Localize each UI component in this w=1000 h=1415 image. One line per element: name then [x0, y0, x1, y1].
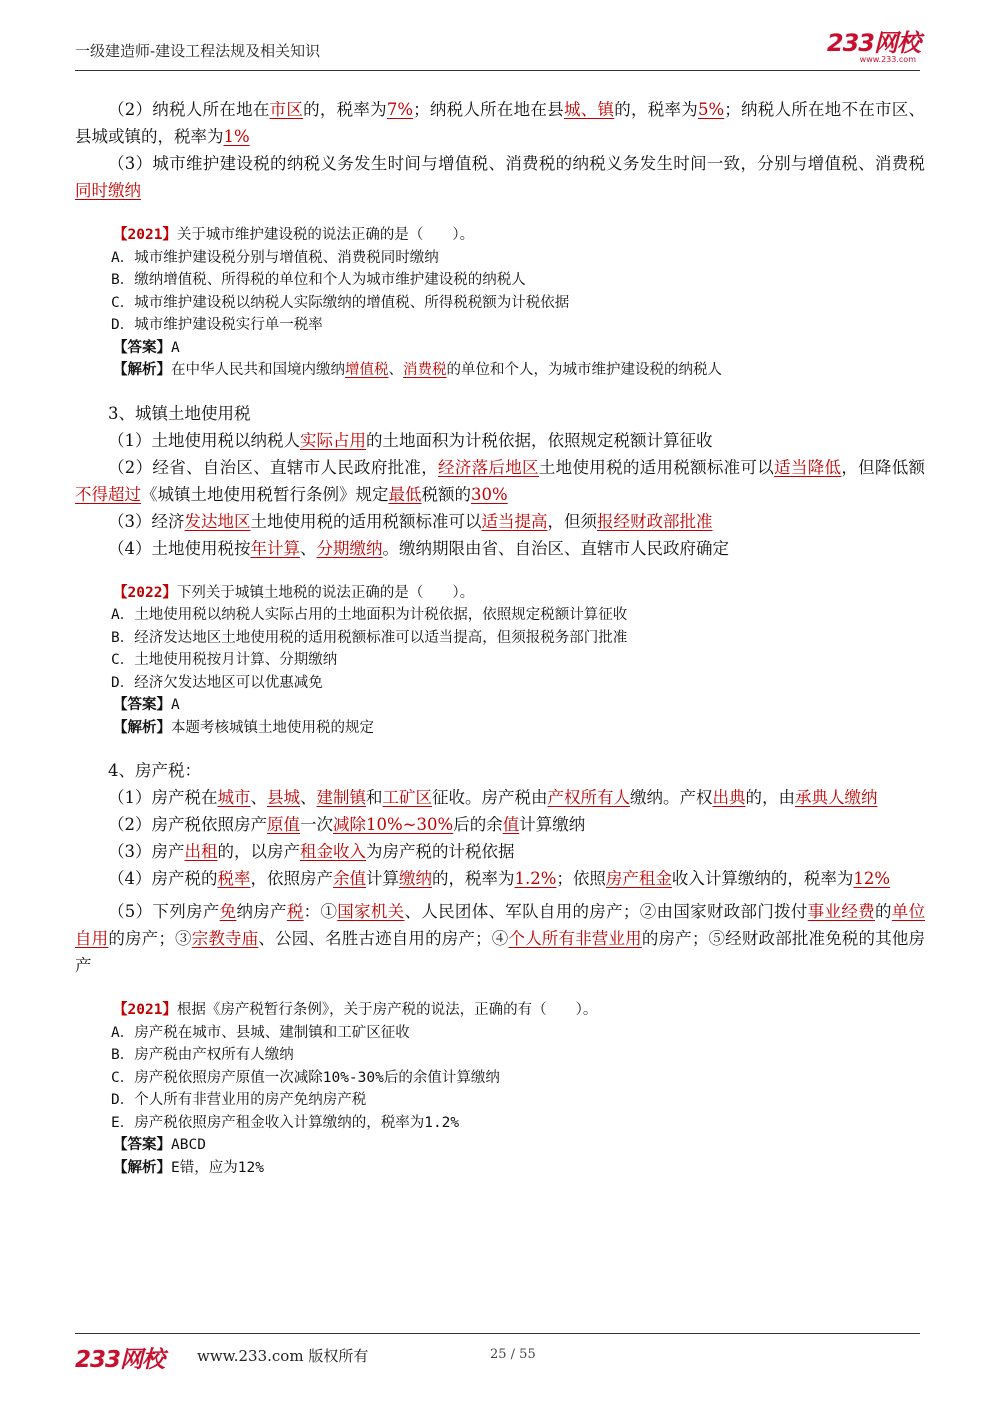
property-tax-item-2: （2）房产税依照房产原值一次减除10%~30%后的余值计算缴纳	[108, 815, 586, 834]
property-tax-item-1: （1）房产税在城市、县城、建制镇和工矿区征收。房产税由产权所有人缴纳。产权出典的，由承典人缴纳	[108, 788, 878, 807]
option-d: D．城市维护建设税实行单一税率	[111, 317, 323, 333]
option-c: C．土地使用税按月计算、分期缴纳	[111, 652, 338, 668]
question-2021-urban-tax	[113, 224, 925, 382]
property-tax-item-3: （3）房产出租的，以房产租金收入为房产税的计税依据	[108, 842, 515, 861]
brand-logo-text: 233网校	[826, 29, 920, 57]
brand-logo-url: www.233.com	[859, 55, 916, 64]
option-c: C．城市维护建设税以纳税人实际缴纳的增值税、所得税税额为计税依据	[111, 294, 570, 311]
section-land-use-tax-title: 3、城镇土地使用税	[108, 403, 251, 423]
land-tax-item-3: （3）经济发达地区土地使用税的适用税额标准可以适当提高，但须报经财政部批准	[108, 511, 713, 531]
question-stem: 【2022】下列关于城镇土地税的说法正确的是（ ）。	[113, 584, 475, 601]
document-title: 一级建造师-建设工程法规及相关知识	[75, 42, 321, 60]
option-a: A．土地使用税以纳税人实际占用的土地面积为计税依据，依照规定税额计算征收	[111, 607, 628, 623]
answer: 【答案】ABCD	[113, 1137, 206, 1153]
question-2022-land-tax	[113, 582, 925, 740]
paragraph-payment-time: （3）城市维护建设税的纳税义务发生时间与增值税、消费税的纳税义务发生时间一致，分别与增值税、消费税同时缴纳	[75, 154, 925, 200]
answer: 【答案】A	[113, 339, 180, 356]
footer-copyright: www.233.com 版权所有	[197, 1347, 369, 1365]
section-property-tax-title: 4、房产税：	[108, 761, 201, 780]
land-tax-item-1: （1）土地使用税以纳税人实际占用的土地面积为计税依据，依照规定税额计算征收	[108, 430, 713, 450]
option-b: B．缴纳增值税、所得税的单位和个人为城市维护建设税的纳税人	[111, 272, 526, 288]
question-stem: 【2021】根据《房产税暂行条例》，关于房产税的说法，正确的有（ ）。	[113, 1002, 598, 1018]
page-footer	[75, 1333, 920, 1373]
property-tax-item-5: （5）下列房产免纳房产税：①国家机关、人民团体、军队自用的房产；②由国家财政部门拨付事业经费的单位自用的房产；③宗教寺庙、公园、名胜古迹自用的房产；④个人所有非营业用的房产；⑤经财政部批准免税的其他房产	[75, 902, 926, 975]
brand-logo	[827, 30, 920, 64]
option-d: D．个人所有非营业用的房产免纳房产税	[111, 1092, 367, 1108]
explanation: 【解析】本题考核城镇土地使用税的规定	[113, 719, 374, 736]
property-tax-item-4: （4）房产税的税率，依照房产余值计算缴纳的，税率为1.2%；依照房产租金收入计算缴纳的，税率为12%	[108, 869, 891, 888]
footer-divider	[75, 1333, 920, 1334]
option-a: A．城市维护建设税分别与增值税、消费税同时缴纳	[111, 249, 439, 266]
answer: 【答案】A	[113, 697, 180, 713]
page-number: 25 / 55	[490, 1347, 536, 1362]
question-2021-property-tax	[113, 999, 925, 1179]
question-stem: 【2021】关于城市维护建设税的说法正确的是（ ）。	[113, 227, 475, 243]
option-e: E．房产税依照房产租金收入计算缴纳的，税率为1.2%	[111, 1114, 460, 1131]
page-content	[75, 96, 925, 1179]
land-tax-item-2: （2）经省、自治区、直辖市人民政府批准，经济落后地区土地使用税的适用税额标准可以适当降低，但降低额不得超过《城镇土地使用税暂行条例》规定最低税额的30%	[75, 457, 926, 504]
footer-logo: 233网校	[75, 1347, 165, 1373]
option-b: B．经济发达地区土地使用税的适用税额标准可以适当提高，但须报税务部门批准	[111, 629, 628, 646]
header-divider	[75, 70, 920, 71]
option-c: C．房产税依照房产原值一次减除10%-30%后的余值计算缴纳	[111, 1069, 500, 1086]
option-a: A．房产税在城市、县城、建制镇和工矿区征收	[111, 1024, 410, 1041]
explanation: 【解析】E错，应为12%	[113, 1159, 264, 1176]
paragraph-urban-rate: （2）纳税人所在地在市区的，税率为7%；纳税人所在地在县城、镇的，税率为5%；纳税人所在地不在市区、县城或镇的，税率为1%	[75, 100, 926, 146]
option-d: D．经济欠发达地区可以优惠减免	[111, 674, 323, 691]
explanation: 【解析】在中华人民共和国境内缴纳增值税、消费税的单位和个人，为城市维护建设税的纳税人	[113, 362, 722, 378]
option-b: B．房产税由产权所有人缴纳	[111, 1047, 294, 1063]
land-tax-item-4: （4）土地使用税按年计算、分期缴纳。缴纳期限由省、自治区、直辖市人民政府确定	[108, 538, 729, 558]
page-header	[75, 30, 920, 72]
